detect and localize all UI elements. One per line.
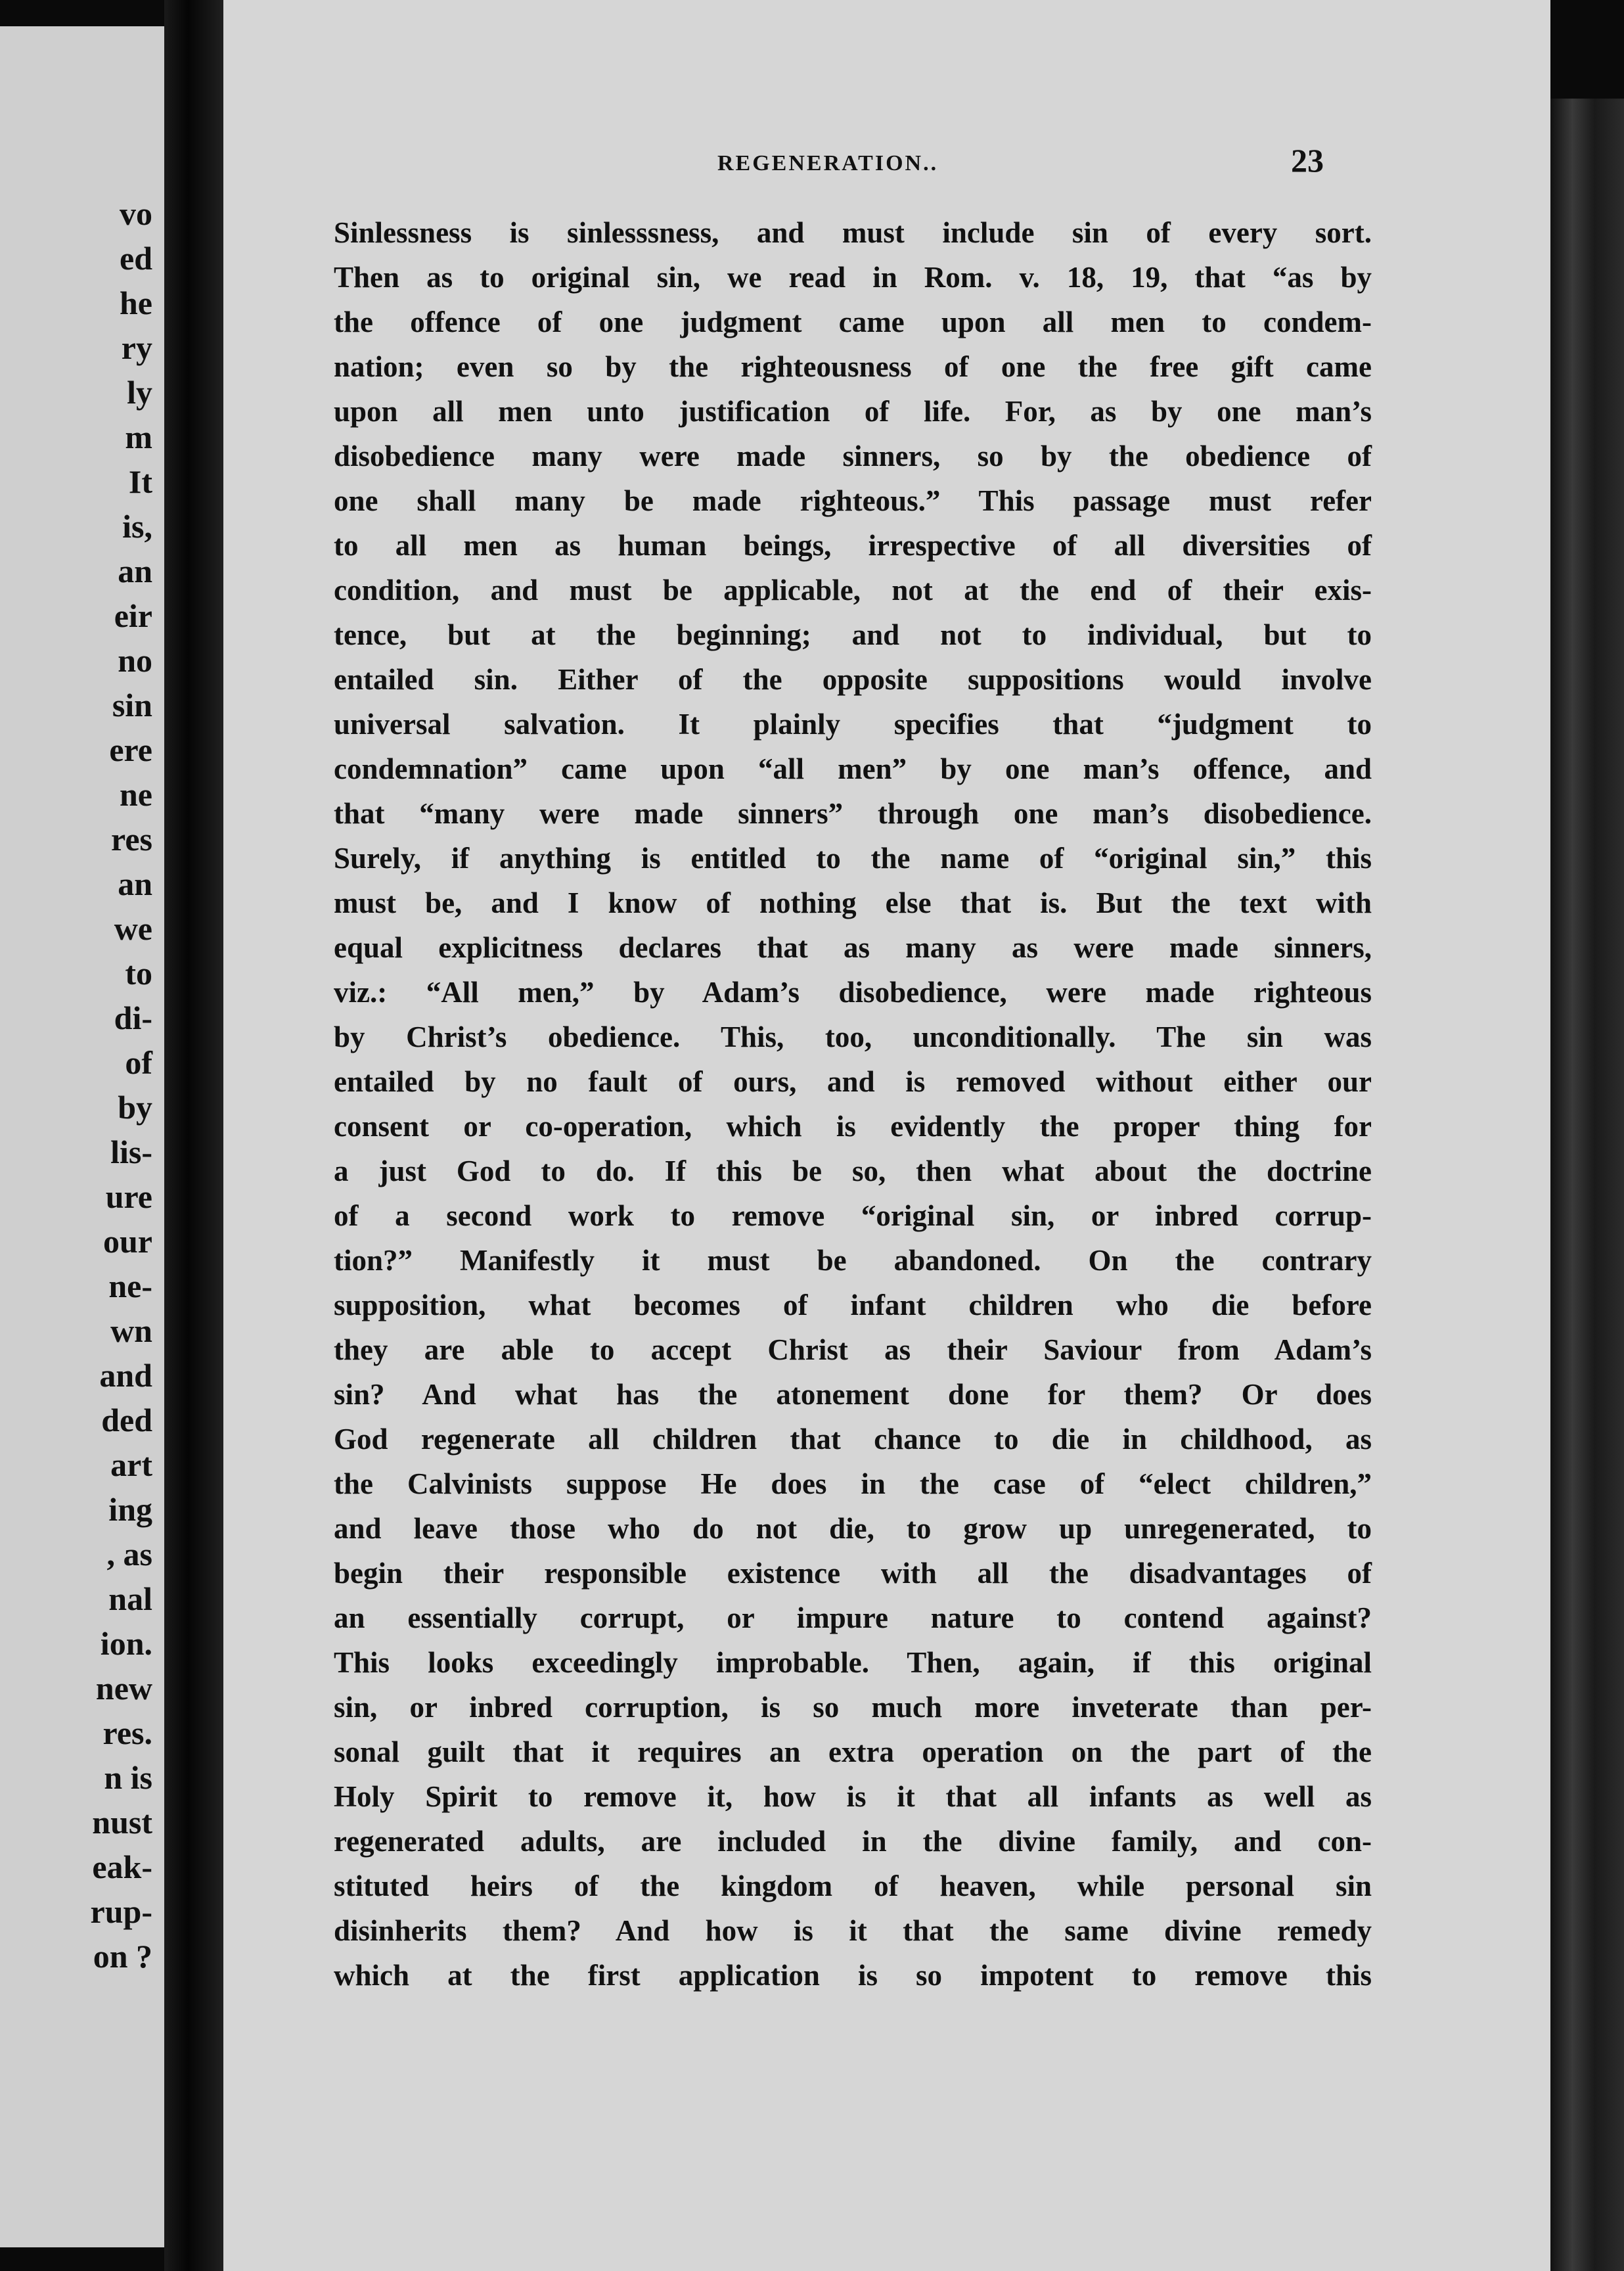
left-page-line: m — [125, 419, 152, 455]
left-page-line: ne- — [108, 1268, 152, 1304]
left-page-line: he — [120, 285, 152, 321]
left-page-line: and — [99, 1357, 152, 1394]
left-page-line: an — [118, 553, 152, 589]
text-line: the offence of one judgment came upon all men to condem- — [334, 306, 1372, 338]
text-line: sin, or inbred corruption, is so much more inveterate than per- — [334, 1691, 1372, 1724]
left-page-line: It — [128, 463, 152, 500]
running-head: REGENERATION.. — [717, 151, 939, 175]
left-page-line: eir — [114, 597, 152, 634]
left-page-line: di- — [114, 999, 152, 1036]
text-line: one shall many be made righteous.” This passage must refer — [334, 484, 1372, 517]
left-page-line: ing — [108, 1491, 152, 1528]
left-page-line: ere — [109, 731, 152, 768]
text-line: viz.: “All men,” by Adam’s disobedience, were made righteous — [334, 976, 1372, 1009]
text-line: which at the first application is so impotent to remove this — [334, 1959, 1372, 1992]
left-page-line: to — [125, 955, 152, 992]
left-page-line: our — [103, 1223, 152, 1260]
left-page-line: lis- — [110, 1134, 152, 1170]
left-page-line: ure — [105, 1178, 152, 1215]
text-line: disinherits them? And how is it that the same divine remedy — [334, 1914, 1372, 1947]
left-page-line: vo — [120, 195, 152, 232]
text-line: must be, and I know of nothing else that is. But the text with — [334, 886, 1372, 919]
left-page-line: ly — [127, 374, 152, 411]
text-line: of a second work to remove “original sin, or inbred corrup- — [334, 1199, 1372, 1232]
text-line: condemnation” came upon “all men” by one man’s offence, and — [334, 752, 1372, 785]
text-line: God regenerate all children that chance to die in childhood, as — [334, 1423, 1372, 1456]
text-line: supposition, what becomes of infant children who die before — [334, 1289, 1372, 1321]
left-page-line: , as — [106, 1536, 152, 1572]
text-line: Holy Spirit to remove it, how is it that all infants as well as — [334, 1780, 1372, 1813]
left-page-line: nal — [108, 1580, 152, 1617]
text-line: regenerated adults, are included in the divine family, and con- — [334, 1825, 1372, 1858]
page-edge — [1550, 99, 1624, 2271]
text-line: tion?” Manifestly it must be abandoned. On the contrary — [334, 1244, 1372, 1277]
left-page-line: ry — [121, 329, 152, 366]
left-page-line: ed — [120, 240, 152, 277]
text-line: that “many were made sinners” through one man’s disobedience. — [334, 797, 1372, 830]
text-line: universal salvation. It plainly specifies that “judgment to — [334, 708, 1372, 741]
left-page-line: new — [95, 1670, 152, 1707]
text-line: tence, but at the beginning; and not to individual, but to — [334, 618, 1372, 651]
text-line: stituted heirs of the kingdom of heaven, while personal sin — [334, 1870, 1372, 1902]
text-line: and leave those who do not die, to grow up unregenerated, to — [334, 1512, 1372, 1545]
left-page-line: res. — [102, 1714, 152, 1751]
left-page-line: ne — [120, 776, 152, 813]
text-line: upon all men unto justification of life. For, as by one man’s — [334, 395, 1372, 428]
left-page-line: no — [118, 642, 152, 679]
text-line: entailed by no fault of ours, and is removed without either our — [334, 1065, 1372, 1098]
text-line: begin their responsible existence with all the disadvantages of — [334, 1557, 1372, 1590]
text-line: condition, and must be applicable, not at the end of their exis- — [334, 574, 1372, 607]
left-page-line: of — [125, 1044, 152, 1081]
left-page-line: art — [110, 1446, 152, 1483]
text-line: sin? And what has the atonement done for them? Or does — [334, 1378, 1372, 1411]
text-line: Then as to original sin, we read in Rom. v. 18, 19, that “as by — [334, 261, 1372, 294]
left-page-line: n is — [104, 1759, 152, 1796]
left-page-line: ion. — [100, 1625, 152, 1662]
left-page-line: nust — [92, 1804, 152, 1841]
left-page-line: by — [118, 1089, 152, 1126]
text-line: disobedience many were made sinners, so by the obedience of — [334, 440, 1372, 472]
text-line: an essentially corrupt, or impure nature to contend against? — [334, 1601, 1372, 1634]
left-page-line: res — [111, 821, 152, 858]
text-line: equal explicitness declares that as many as were made sinners, — [334, 931, 1372, 964]
left-page-line: rup- — [90, 1893, 152, 1930]
text-line: the Calvinists suppose He does in the case of “elect children,” — [334, 1467, 1372, 1500]
text-line: This looks exceedingly improbable. Then, again, if this original — [334, 1646, 1372, 1679]
text-line: by Christ’s obedience. This, too, unconditionally. The sin was — [334, 1021, 1372, 1053]
book-gutter — [164, 0, 223, 2271]
left-page-line: ded — [101, 1402, 152, 1438]
text-line: to all men as human beings, irrespective of all diversities of — [334, 529, 1372, 562]
left-page-line: eak- — [92, 1848, 152, 1885]
text-line: a just God to do. If this be so, then what about the doctrine — [334, 1155, 1372, 1187]
left-page-line: we — [114, 910, 152, 947]
left-page-line: wn — [110, 1312, 152, 1349]
text-line: sonal guilt that it requires an extra operation on the part of the — [334, 1735, 1372, 1768]
text-line: entailed sin. Either of the opposite suppositions would involve — [334, 663, 1372, 696]
left-page-line: sin — [112, 687, 152, 723]
page-number: 23 — [1291, 142, 1324, 179]
body-text — [334, 210, 1372, 1998]
text-line: nation; even so by the righteousness of one the free gift came — [334, 350, 1372, 383]
left-facing-page — [0, 26, 164, 2247]
text-line: consent or co-operation, which is evidently the proper thing for — [334, 1110, 1372, 1143]
left-page-line: an — [118, 865, 152, 902]
text-line: Sinlessness is sinlesssness, and must include sin of every sort. — [334, 216, 1372, 249]
text-line: Surely, if anything is entitled to the name of “original sin,” this — [334, 842, 1372, 875]
left-page-line: is, — [122, 508, 152, 545]
text-line: they are able to accept Christ as their Saviour from Adam’s — [334, 1333, 1372, 1366]
left-page-line: on ? — [93, 1938, 152, 1975]
